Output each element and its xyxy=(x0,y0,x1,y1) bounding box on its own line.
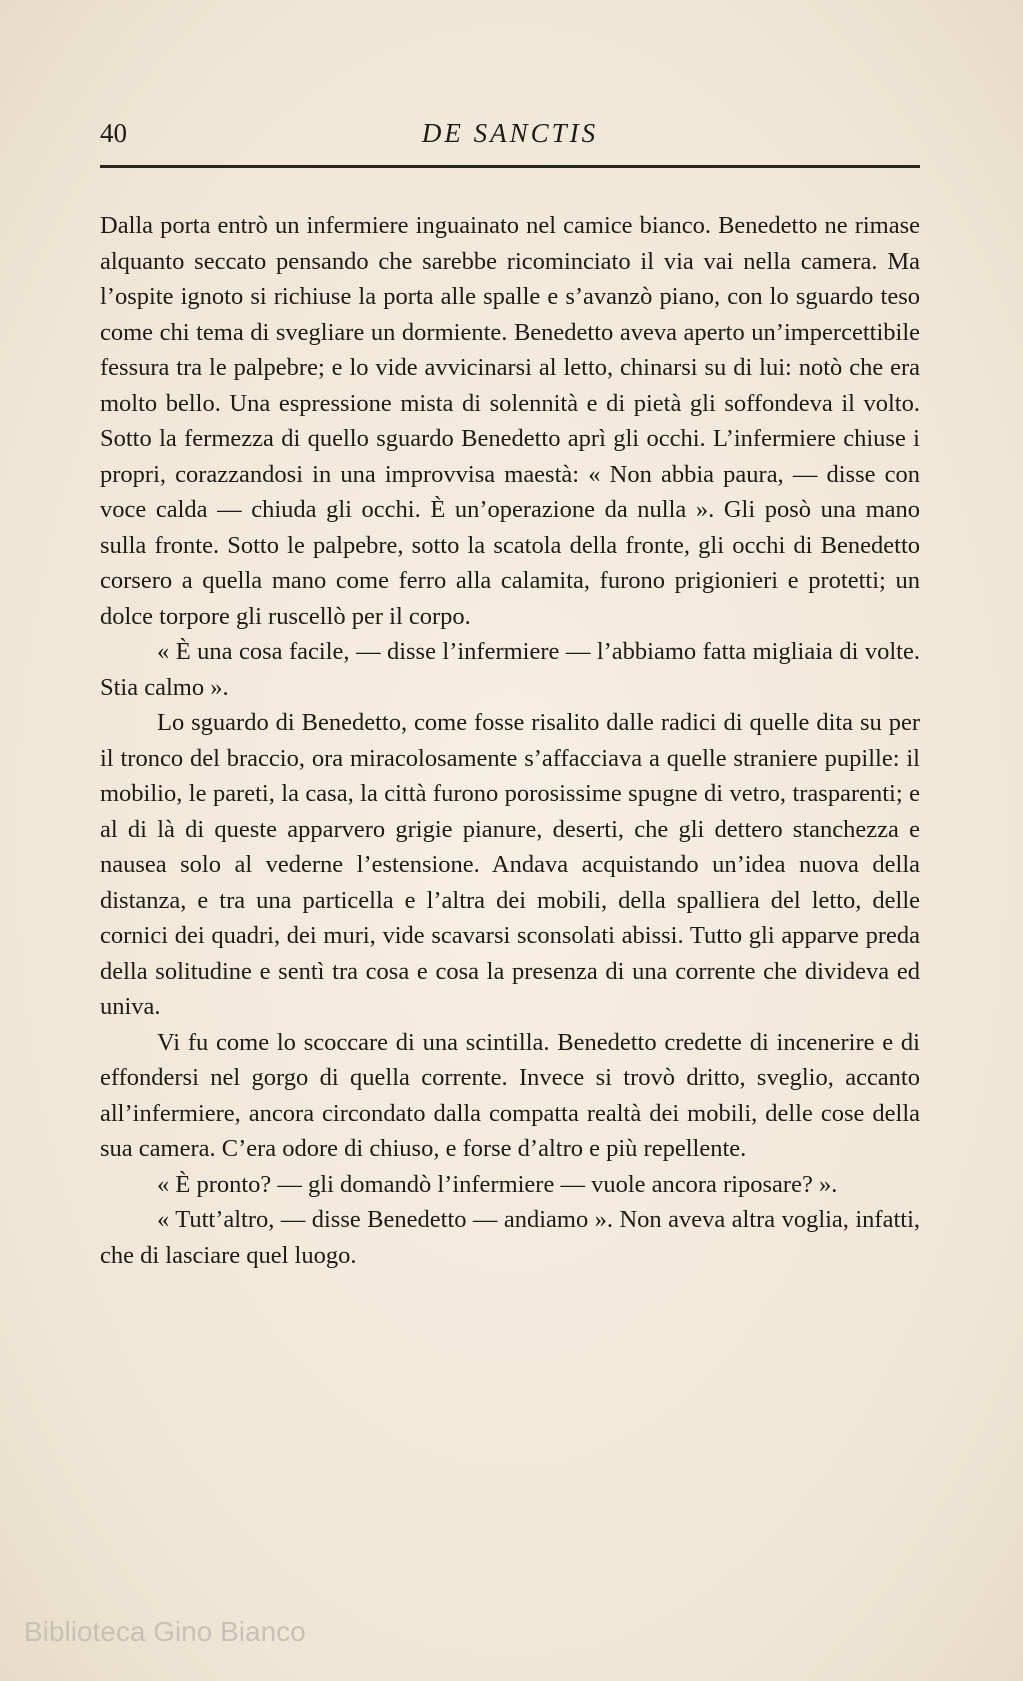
library-watermark: Biblioteca Gino Bianco xyxy=(24,1616,306,1647)
paragraph: Vi fu come lo scoccare di una scintilla. Benedetto credette di incenerire e di effondersi nel gorgo di quella corrente. Invece si trovò dritto, sveglio, accanto all’infermiere, ancora circondato dalla compatta realtà dei mobili, delle cose della sua camera. C’era odore di chiuso, e forse d’altro e più repellente. xyxy=(100,1028,920,1162)
page-header xyxy=(100,118,920,168)
paragraph: Dalla porta entrò un infermiere inguainato nel camice bianco. Benedetto ne rimase alquanto seccato pensando che sarebbe ricominciato il via vai nella camera. Ma l’ospite ignoto si richiuse la porta alle spalle e s’avanzò piano, con lo sguardo teso come chi tema di svegliare un dormiente. Benedetto aveva aperto un’impercettibile fessura tra le palpebre; e lo vide avvicinarsi al letto, chinarsi su di lui: notò che era molto bello. Una espressione mista di solennità e di pietà gli soffondeva il volto. Sotto la fermezza di quello sguardo Benedetto aprì gli occhi. L’infermiere chiuse i propri, corazzandosi in una improvvisa maestà: « Non abbia paura, — disse con voce calda — chiuda gli occhi. È un’operazione da nulla ». Gli posò una mano sulla fronte. Sotto le palpebre, sotto la scatola della fronte, gli occhi di Benedetto corsero a quella mano come ferro alla calamita, furono prigionieri e protetti; un dolce torpore gli ruscellò per il corpo. xyxy=(100,212,920,630)
page-number: 40 xyxy=(100,118,127,148)
paragraph: Lo sguardo di Benedetto, come fosse risalito dalle radici di quelle dita su per il tronco del braccio, ora miracolosamente s’affacciava a quelle straniere pupille: il mobilio, le pareti, la casa, la città furono porosissime spugne di vetro, trasparenti; e al di là di queste apparvero grigie pianure, deserti, che gli dettero stanchezza e nausea solo al vederne l’estensione. Andava acquistando un’idea nuova della distanza, e tra una particella e l’altra dei mobili, della spalliera del letto, delle cornici dei quadri, dei muri, vide scavarsi sconsolati abissi. Tutto gli apparve preda della solitudine e sentì tra cosa e cosa la presenza di una corrente che divideva ed univa. xyxy=(100,709,920,1020)
paragraph: « È una cosa facile, — disse l’infermiere — l’abbiamo fatta migliaia di volte. Stia calmo ». xyxy=(100,638,920,701)
running-head: DE SANCTIS xyxy=(421,118,599,148)
body-text xyxy=(100,208,920,1273)
header-rule xyxy=(100,165,920,168)
paragraph: « Tutt’altro, — disse Benedetto — andiamo ». Non aveva altra voglia, infatti, che di lasciare quel luogo. xyxy=(100,1206,920,1269)
paragraph: « È pronto? — gli domandò l’infermiere — vuole ancora riposare? ». xyxy=(157,1170,838,1198)
